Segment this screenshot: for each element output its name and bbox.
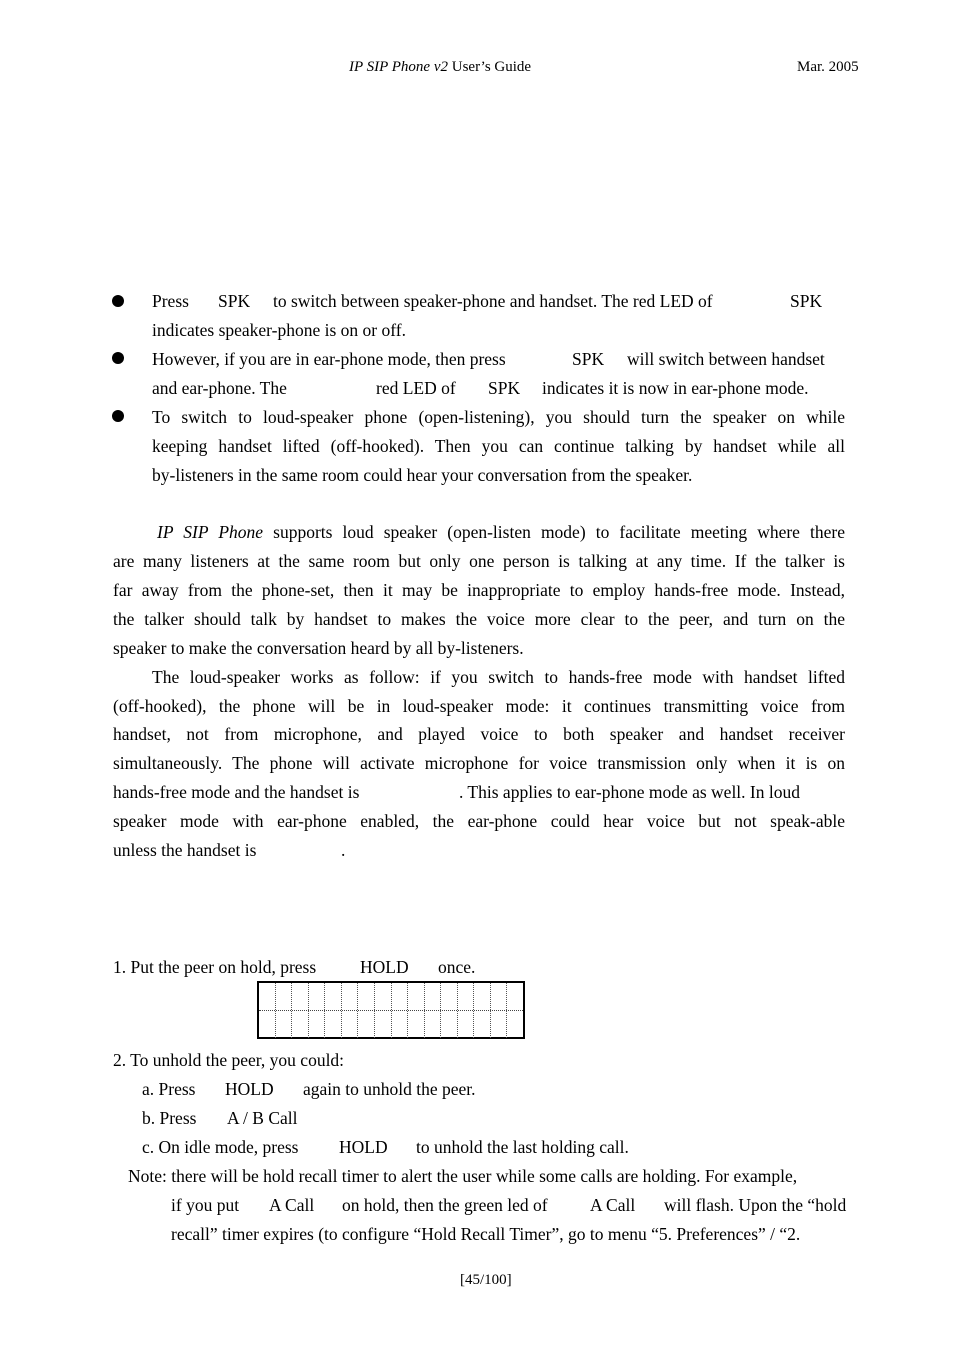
bullet-3-line-3: by-listeners in the same room could hear your conversation from the speaker. xyxy=(152,465,693,485)
lcd-row-1 xyxy=(259,983,523,1011)
spk-key-label: SPK xyxy=(572,349,605,369)
a-call-key-label: A Call xyxy=(590,1195,636,1215)
paragraph-line: IP SIP Phone supports loud speaker (open-listen mode) to facilitate meeting where there xyxy=(157,522,846,542)
bullet-3-line-2: keeping handset lifted (off-hooked). Then you can continue talking by handset while all xyxy=(152,436,845,456)
spk-key-label: SPK xyxy=(218,291,251,311)
bullet-marker xyxy=(112,410,124,422)
page-number: [45/100] xyxy=(460,1272,512,1288)
paragraph-line: handset, not from microphone, and played voice to both speaker and handset receiver xyxy=(113,724,845,744)
bullet-marker xyxy=(112,295,124,307)
hold-key-label: HOLD xyxy=(360,957,409,977)
paragraph-line: are many listeners at the same room but only one person is talking at any time. If the talker is xyxy=(113,551,845,571)
hold-key-label: HOLD xyxy=(225,1079,274,1099)
running-header-date: Mar. 2005 xyxy=(797,59,859,75)
bullet-1-line-2: indicates speaker-phone is on or off. xyxy=(152,320,406,340)
lcd-display xyxy=(257,981,525,1039)
note-line-1: Note: there will be hold recall timer to alert the user while some calls are holding. For example, xyxy=(128,1166,798,1186)
paragraph-line: speaker mode with ear-phone enabled, the ear-phone could hear voice but not speak-able xyxy=(113,811,845,831)
paragraph-line: the talker should talk by handset to makes the voice more clear to the peer, and turn on the xyxy=(113,609,845,629)
paragraph-line: simultaneously. The phone will activate microphone for voice transmission only when it is on xyxy=(113,753,845,773)
spk-key-label: SPK xyxy=(790,291,823,311)
lcd-row-2 xyxy=(259,1011,523,1038)
note-line-3: recall” timer expires (to configure “Hold Recall Timer”, go to menu “5. Preferences” / “2. xyxy=(171,1224,801,1244)
bullet-marker xyxy=(112,352,124,364)
paragraph-line: speaker to make the conversation heard by all by-listeners. xyxy=(113,638,524,658)
spk-key-label: SPK xyxy=(488,378,521,398)
step-2: 2. To unhold the peer, you could: xyxy=(113,1050,345,1070)
ab-call-key-label: A / B Call xyxy=(227,1108,298,1128)
paragraph-line: far away from the phone-set, then it may be inappropriate to employ hands-free mode. Instead, xyxy=(113,580,845,600)
a-call-key-label: A Call xyxy=(269,1195,315,1215)
running-header-title: IP SIP Phone v2 User’s Guide xyxy=(349,59,532,75)
paragraph-line: (off-hooked), the phone will be in loud-speaker mode: it continues transmitting voice from xyxy=(113,696,845,716)
paragraph-line: The loud-speaker works as follow: if you switch to hands-free mode with handset lifted xyxy=(152,667,845,687)
bullet-3-line-1: To switch to loud-speaker phone (open-listening), you should turn the speaker on while xyxy=(152,407,845,427)
hold-key-label: HOLD xyxy=(339,1137,388,1157)
